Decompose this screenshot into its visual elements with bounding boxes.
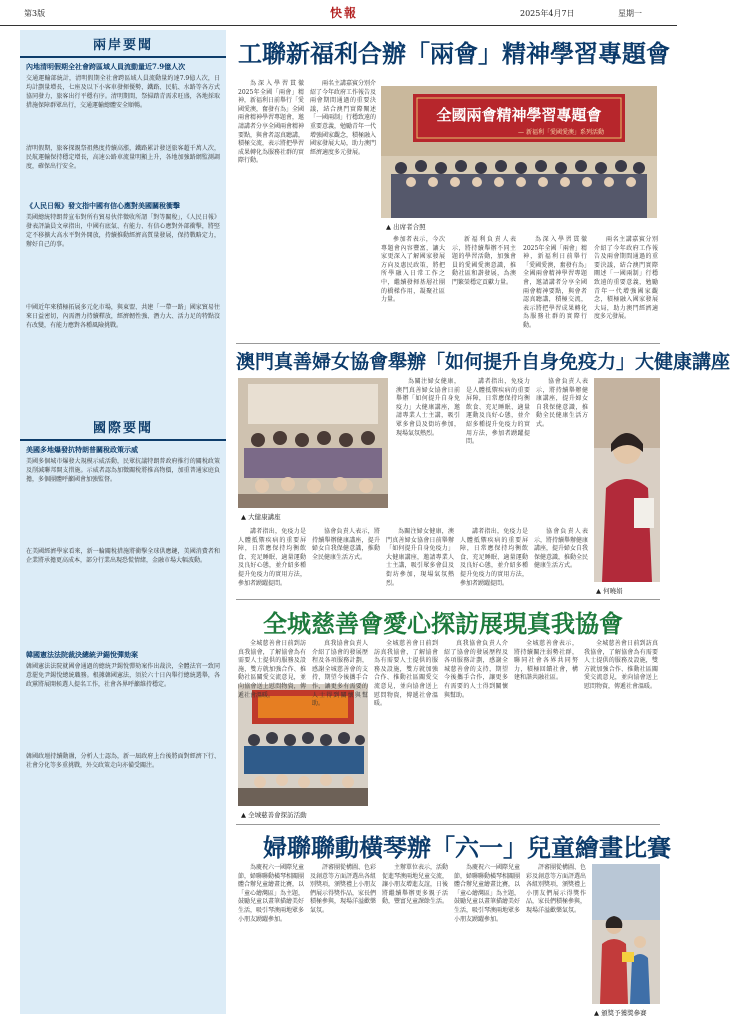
photo-caption: ▲ 出席者合照 — [386, 222, 426, 231]
article3-col3: 全城慈善會日前到訪真我協會，了解協會為有需要人士提供的服務及設施，雙方就加強合作、推動社區關愛交流意見，並向協會送上慰問物資，傳遞社會溫暖。 — [374, 640, 438, 708]
article3-col6: 全城慈善會日前到訪真我協會，了解協會為有需要人士提供的服務及設施，雙方就加強合作、推動社區關愛交流意見，並向協會送上慰問物資，傳遞社會溫暖。 — [584, 640, 658, 690]
article-title: 韓國憲法法院裁決總統尹錫悅彈劾案 — [26, 650, 138, 659]
article2-col7: 講者指出，免疫力是人體抵禦疾病的重要屏障，日常應保持均衡飲食、充足睡眠、適量運動及良好心態，並介紹多種提升免疫力的實用方法，參加者踴躍提問。 — [460, 528, 528, 587]
issue-weekday: 星期一 — [618, 9, 642, 18]
article1-col1: 為深入學習貫徹2025年全國「兩會」精神，新福利日前舉行「愛國愛澳，奮發有為」全國兩會精神學習專題會，邀請講者分享全國兩會精神要點，與會者認真聽講，積極交流，表示將把學習成果轉化為服務社群的實際行動。 — [238, 80, 305, 165]
article-text: 美國多個城市爆發大規模示威活動，民眾抗議特朗普政府推行的關稅政策及削減聯邦開支措施。示威者認為加徵關稅將推高物價，加重普通家庭負擔，多個團體呼籲國會加強監督。 — [26, 458, 220, 483]
article4-col5: 評審團從構圖、色彩及創意等方面評選出各組別獎項，頒獎禮上小朋友們展示得獎作品，家長們積極參與，現場洋溢歡樂氣氛。 — [526, 864, 587, 914]
lecture-audience-image — [238, 378, 388, 508]
group-photo-image — [381, 86, 657, 218]
article1-col5: 為深入學習貫徹2025年全國「兩會」精神，新福利日前舉行「愛國愛澳，奮發有為」全國兩會精神學習專題會，邀請講者分享全國兩會精神要點，與會者認真聽講，積極交流，表示將把學習成果轉化為服務社群的實際行動。 — [523, 236, 587, 329]
article2-col4: 講者指出，免疫力是人體抵禦疾病的重要屏障，日常應保持均衡飲食、充足睡眠、適量運動及良好心態，並介紹多種提升免疫力的實用方法，參加者踴躍提問。 — [238, 528, 306, 587]
photo-caption: ▲ 何曉娟 — [596, 586, 623, 595]
headline-union-welfare: 工聯新福利合辦「兩會」精神學習專題會 — [238, 40, 670, 68]
divider — [236, 343, 660, 344]
article-title: 美國多地爆發抗特朗普關稅政策示威 — [26, 445, 138, 454]
article2-col3: 協會負責人表示，將持續舉辦健康講座，提升婦女自我保健意識，推動全民健康生活方式。 — [536, 378, 588, 428]
headline-charity-visit: 全城慈善會愛心探訪展現真我協會 — [263, 610, 623, 638]
article4-col2: 評審團從構圖、色彩及創意等方面評選出各組別獎項，頒獎禮上小朋友們展示得獎作品，家長們積極參與，現場洋溢歡樂氣氛。 — [310, 864, 377, 914]
speaker-portrait-image — [594, 378, 660, 582]
article2-col2: 講者指出，免疫力是人體抵禦疾病的重要屏障，日常應保持均衡飲食、充足睡眠、適量運動及良好心態，並介紹多種提升免疫力的實用方法，參加者踴躍提問。 — [466, 378, 530, 446]
article-text: 韓國政壇持續動盪，分析人士認為，新一屆政府上台後將面對經濟下行、社會分化等多重挑戰，外交政策走向亦備受關注。 — [26, 753, 220, 769]
article1-photo — [381, 86, 657, 218]
headline-children-drawing: 婦聯聯動橫琴辦「六一」兒童繪畫比賽 — [263, 834, 671, 862]
divider — [236, 824, 660, 825]
article2-photo-audience — [238, 378, 388, 508]
divider — [236, 599, 660, 600]
article3-col5: 全城慈善會表示，將持續關注弱勢社群，聯同社會各界共同努力，積極回饋社會，構建和諧共融社區。 — [514, 640, 578, 682]
left-news-column — [20, 30, 226, 1014]
award-ceremony-image — [592, 864, 660, 1004]
article-text: 中國近年來積極拓展多元化市場，與東盟、共建「一帶一路」國家貿易往來日益密切，內需潛力持續釋放，經濟韌性強、潛力大、活力足的特點沒有改變，有能力應對各種風險挑戰。 — [26, 304, 220, 329]
article3-col4: 真我協會負責人介紹了協會的發展歷程及各項服務計劃，感謝全城慈善會的支持，期望今後攜手合作，讓更多有需要的人士得到關懷與幫助。 — [444, 640, 508, 699]
section-title-international: 國際要聞 — [20, 413, 226, 441]
article3-col2: 真我協會負責人介紹了協會的發展歷程及各項服務計劃，感謝全城慈善會的支持，期望今後攜手合作，讓更多有需要的人士得到關懷與幫助。 — [312, 640, 368, 708]
article2-col6: 為關注婦女健康，澳門真善婦女協會日前舉辦「如何提升自身免疫力」大健康講座，邀請專業人士主講，吸引眾多會員及街坊參加，現場氣氛熱烈。 — [386, 528, 454, 587]
page-number: 第3版 — [24, 9, 46, 18]
banner-title: 全國兩會精神學習專題會 — [436, 106, 602, 124]
article2-col8: 協會負責人表示，將持續舉辦健康講座，提升婦女自我保健意識，推動全民健康生活方式。 — [534, 528, 589, 570]
article1-col2: 兩名主講嘉賓分別介紹了今年政府工作報告及兩會期間通過的重要決議，結合澳門實際闡述「一國兩制」行穩致遠的重要意義，勉勵青年一代增強國家觀念，積極融入國家發展大局，助力澳門經濟適度多元發展。 — [310, 80, 377, 156]
article2-col5: 協會負責人表示，將持續舉辦健康講座，提升婦女自我保健意識，推動全民健康生活方式。 — [312, 528, 380, 561]
article-text: 美國總統特朗普宣布對所有貿易伙伴徵收所謂「對等關稅」，《人民日報》發表評論員文章指出，中國有底氣、有能力、有信心應對外部衝擊，將堅定不移擴大高水平對外開放，持續推動經濟高質量發展，保持戰略定力，辦好自己的事。 — [26, 214, 220, 248]
issue-date: 2025年4月7日 — [520, 9, 575, 18]
photo-caption: ▲ 大健康講座 — [241, 512, 281, 521]
article-text: 在美國經濟學家看來，新一輪關稅措施將衝擊全球供應鏈，美國消費者和企業將承擔更高成本，部分行業出現恐慌情緒，金融市場大幅波動。 — [26, 548, 220, 564]
page-header — [0, 0, 677, 26]
article4-col4: 為慶祝六一國際兒童節，婦聯聯動橫琴相關團體合辦兒童繪畫比賽，以「童心繪灣區」為主題，鼓勵兒童以畫筆描繪美好生活，吸引琴澳兩地眾多小朋友踴躍參加。 — [454, 864, 521, 923]
section-title-cross-strait: 兩岸要聞 — [20, 30, 226, 58]
article4-col1: 為慶祝六一國際兒童節，婦聯聯動橫琴相關團體合辦兒童繪畫比賽，以「童心繪灣區」為主題，鼓勵兒童以畫筆描繪美好生活，吸引琴澳兩地眾多小朋友踴躍參加。 — [238, 864, 305, 923]
banner-subtitle: — 新福利「愛國愛澳」系列活動 — [518, 129, 604, 136]
article3-col1: 全城慈善會日前到訪真我協會，了解協會為有需要人士提供的服務及設施，雙方就加強合作、推動社區關愛交流意見，並向協會送上慰問物資，傳遞社會溫暖。 — [238, 640, 306, 699]
article1-col4: 新福利負責人表示，將持續舉辦不同主題的學習活動，加強會員的愛國愛澳意識，推動社區和諧發展，為澳門繁榮穩定貢獻力量。 — [452, 236, 516, 286]
article2-col1: 為關注婦女健康，澳門真善婦女協會日前舉辦「如何提升自身免疫力」大健康講座，邀請專業人士主講，吸引眾多會員及街坊參加，現場氣氛熱烈。 — [396, 378, 460, 437]
newspaper-logo: 快報 — [330, 6, 359, 20]
article1-col6: 兩名主講嘉賓分別介紹了今年政府工作報告及兩會期間通過的重要決議，結合澳門實際闡述「一國兩制」行穩致遠的重要意義，勉勵青年一代增強國家觀念，積極融入國家發展大局，助力澳門經濟適度多元發展。 — [594, 236, 658, 321]
photo-caption: ▲ 頒獎予獲獎參賽 — [594, 1008, 647, 1017]
article-title: 《人民日報》發文指中國有信心應對美國關稅衝擊 — [26, 201, 180, 210]
article-title: 內地清明假期全社會跨區域人員流動量近7.9億人次 — [26, 62, 186, 71]
article4-photo — [592, 864, 660, 1004]
article-text: 韓國憲法法院就國會通過的總統尹錫悅彈劾案作出裁決，全體法官一致同意罷免尹錫悅總統職務。根據韓國憲法，須於六十日內舉行總統選舉，各政黨將展開候選人提名工作，社會各界呼籲維持穩定。 — [26, 663, 220, 688]
article4-col3: 主辦單位表示，活動促進琴澳兩地兒童交流，讓小朋友增進友誼，日後將繼續舉辦更多親子活動，豐富兒童課餘生活。 — [382, 864, 449, 906]
article1-col3: 參加者表示，今次專題會內容豐富，讓大家更深入了解國家發展方向及惠民政策，將把所學融入日常工作之中，繼續發揮基層社團的橋樑作用，凝聚社區力量。 — [381, 236, 445, 304]
article-text: 清明假期，旅客探親祭祖熱度持續高漲，鐵路累計發送旅客超千萬人次，民航運輸保持穩定增長，高速公路車流量明顯上升，各地加強路網監測調度，確保出行安全。 — [26, 145, 220, 170]
headline-women-health: 澳門真善婦女協會舉辦「如何提升自身免疫力」大健康講座 — [236, 351, 730, 373]
article-text: 交通運輸部統計，清明假期全社會跨區域人員流動量約達7.9億人次，日均計劃量增長，七座及以下小客車發揮優勢，鐵路、民航、水路等各方式協同發力，旅客出行平穩有序。清明期間，祭掃踏青需求旺盛，各地採取措施保障群眾出行，交通運輸總體安全順暢。 — [26, 75, 220, 109]
photo-caption: ▲ 全城慈善會探訪活動 — [241, 810, 307, 819]
article2-photo-speaker — [594, 378, 660, 582]
